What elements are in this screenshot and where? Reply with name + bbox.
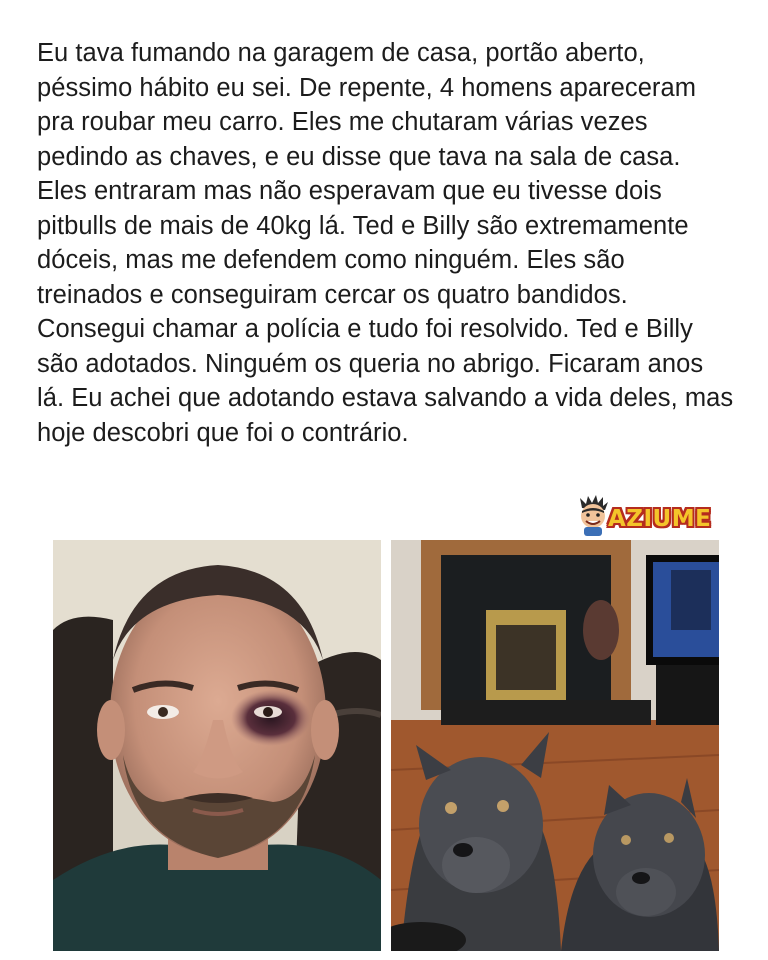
watermark-logo xyxy=(574,494,711,536)
dogs-photo xyxy=(391,540,719,951)
cartoon-face-icon xyxy=(574,494,612,536)
watermark-text: AZIUME xyxy=(608,506,712,532)
selfie-photo xyxy=(53,540,381,951)
post-text: Eu tava fumando na garagem de casa, portão aberto, péssimo hábito eu sei. De repente, 4 homens apareceram pra roubar meu carro. Eles me chutaram várias vezes pedindo as chaves, e eu disse que tava na sala de casa. Eles entraram mas não esperavam que eu tivesse dois pitbulls de mais de 40kg lá. Ted e Billy são extremamente dóceis, mas me defendem como ninguém. Eles são treinados e conseguiram cercar os quatro bandidos. Consegui chamar a polícia e tudo foi resolvido. Ted e Billy são adotados. Ninguém os queria no abrigo. Ficaram anos lá. Eu achei que adotando estava salvando a vida deles, mas hoje descobri que foi o contrário. xyxy=(37,39,734,447)
